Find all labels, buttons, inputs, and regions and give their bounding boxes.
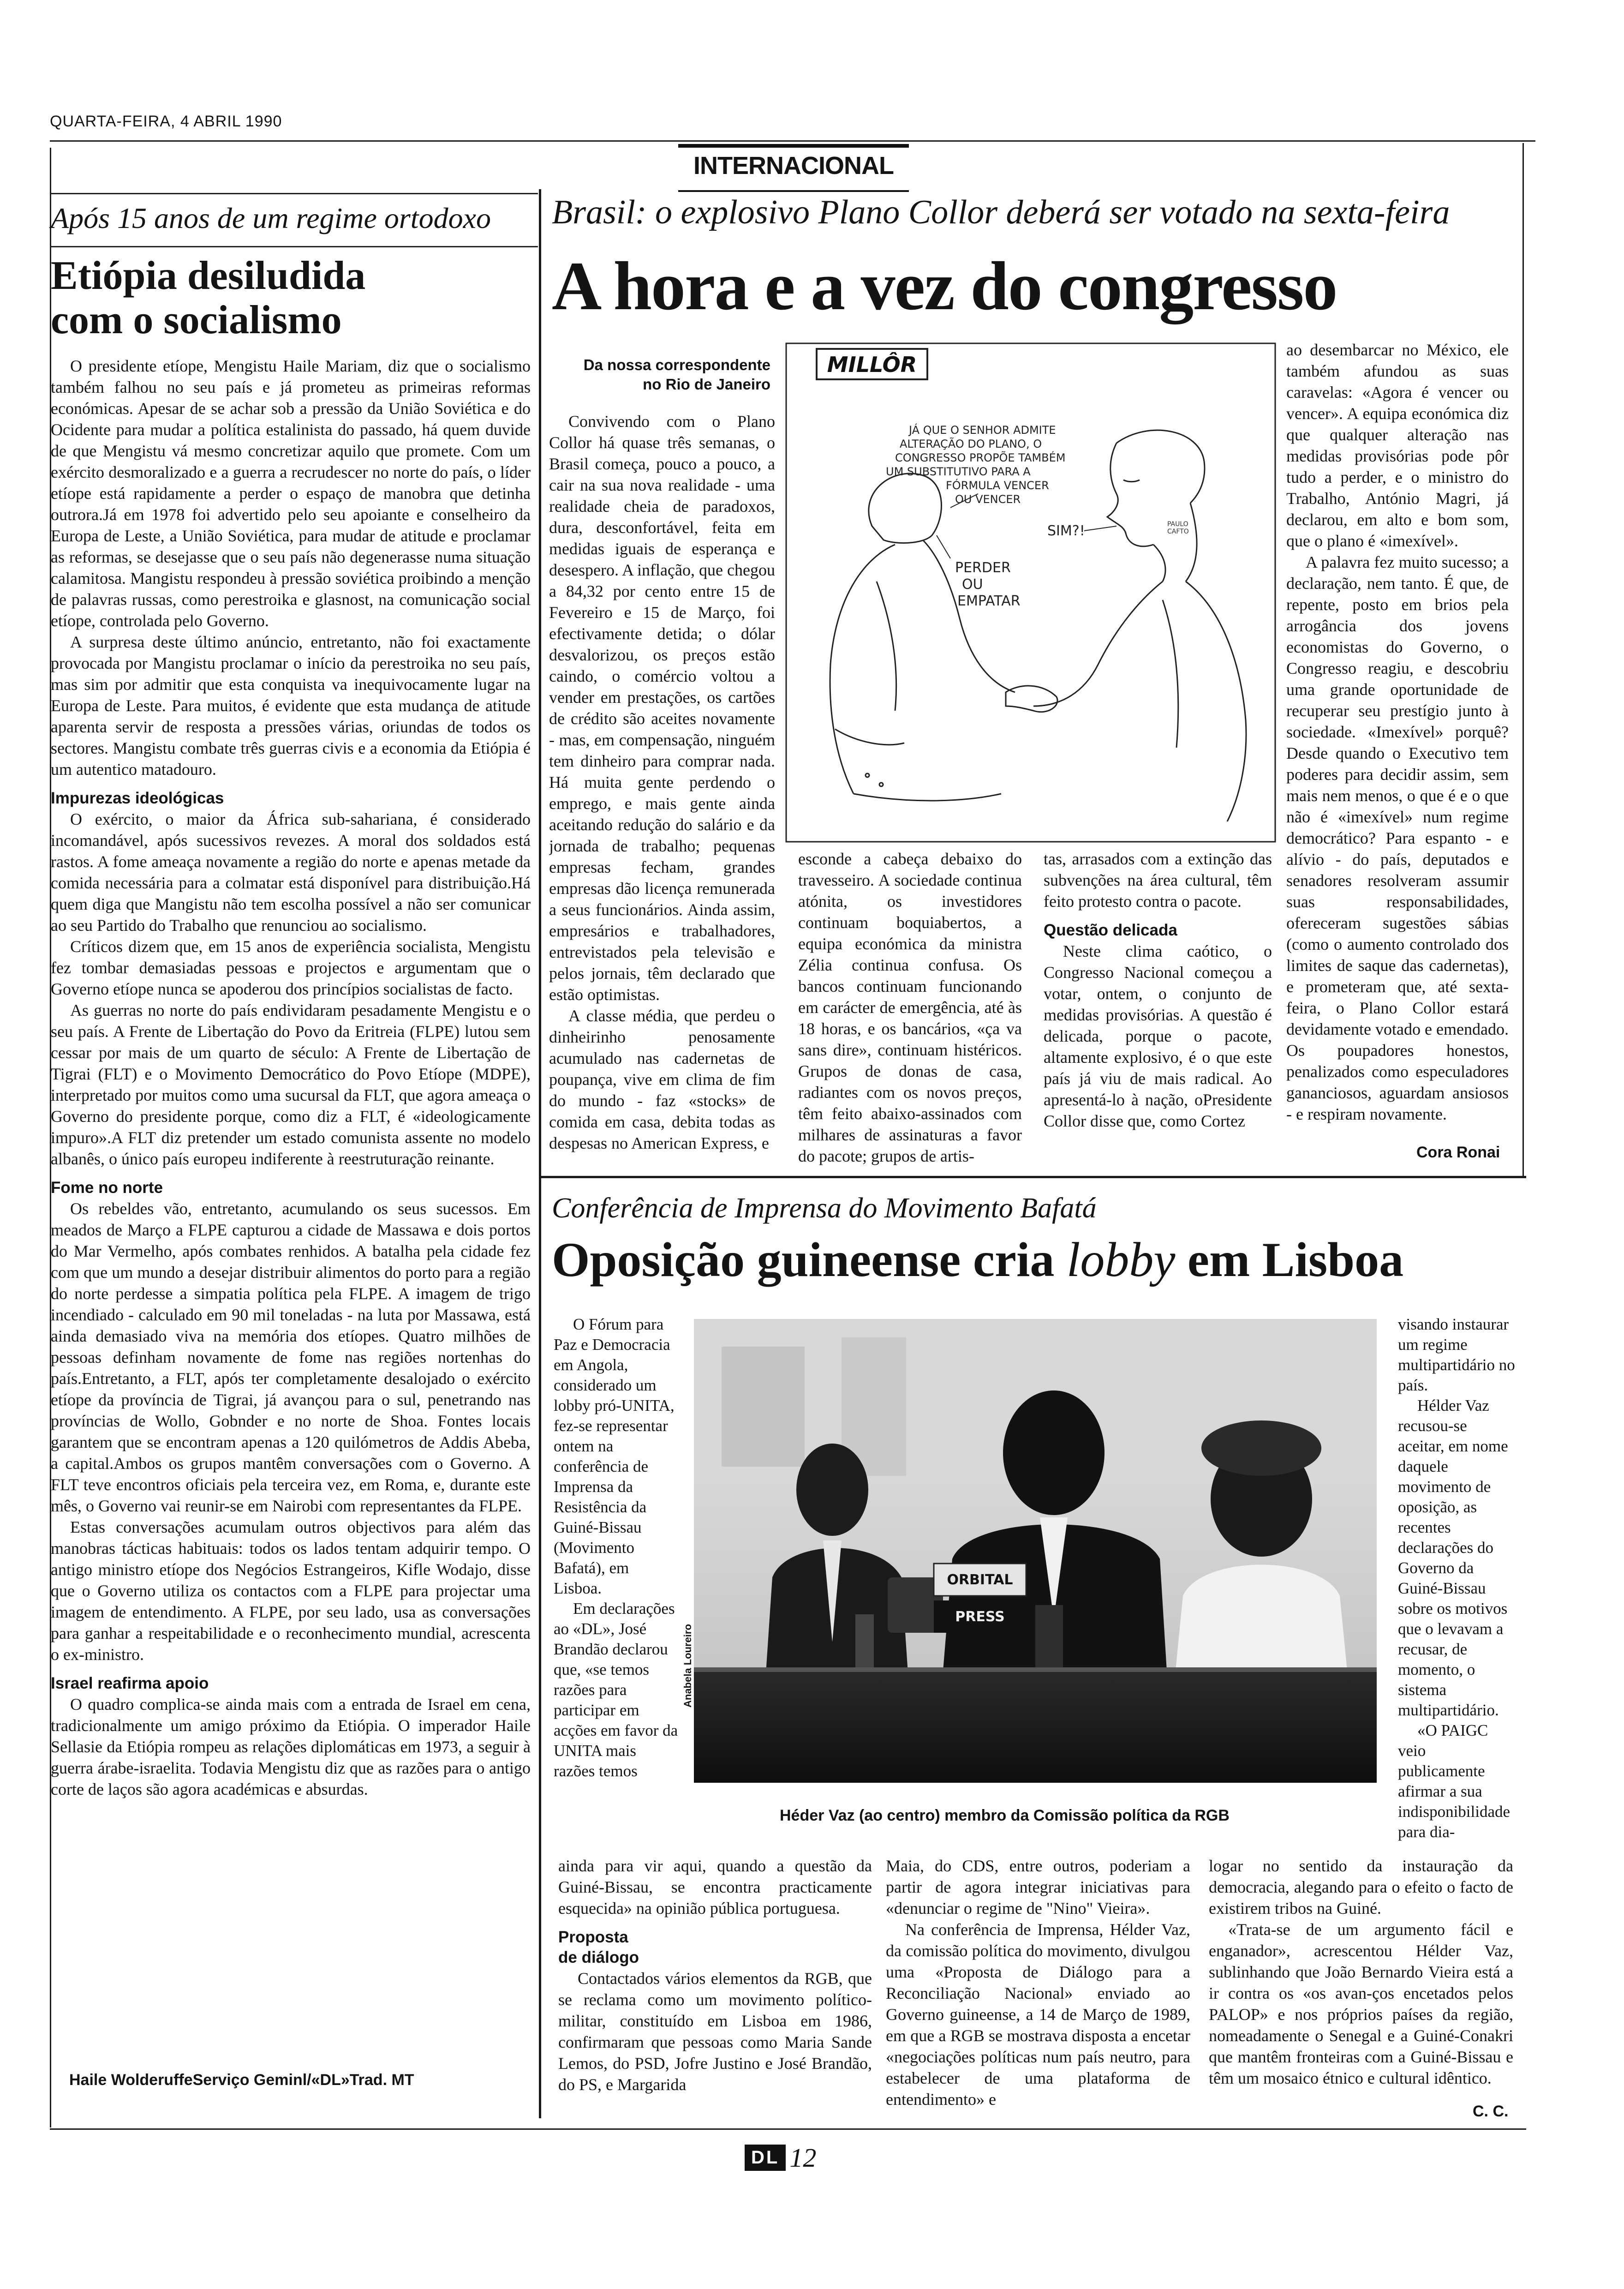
- brasil-paragraph: A palavra fez muito sucesso; a declaração, nem tanto. É que, de repente, posto em brios pela arrogância dos jovens economistas do Governo, o Congresso reagiu, e descobriu uma grande oportunidade de recuperar seu prestígio junto à sociedade. «Imexível» porquê? Desde quando o Executivo tem poderes para decidir assim, sem mais nem menos, o que é e o que não é «imexível» num regime democrático? Para espanto - e alívio - do país, deputados e senadores resolveram assumir suas responsabilidades, ofereceram sugestões sábias (como o aumento controlado dos limites de saque das cadernetas), e prometeram que, até sexta-feira, o Plano Collor estará devidamente votado e emendado. Os poupadores honestos, penalizados como especuladores gananciosos, aguardam ansiosos - e respiram novamente.: [1286, 553, 1509, 1123]
- guine-paragraph: Na conferência de Imprensa, Hélder Vaz, da comissão política do movimento, divulgou uma «Proposta de Diálogo para a Reconciliação Nacional» enviado ao Governo guineense, a 14 de Março de 1989, em que a RGB se mostrava disposta a encetar «negociações políticas num país neutro, para estabelecer de uma plataforma de entendimento» e: [886, 1920, 1190, 2109]
- cartoon-speech-3: PERDER OU EMPATAR: [955, 560, 1021, 609]
- guine-bottom-col-3: [1209, 1855, 1513, 2104]
- brasil-col-4: [1286, 339, 1509, 1133]
- photo-sign-1: ORBITAL: [947, 1572, 1013, 1588]
- photo-credit: Anabela Loureiro: [682, 1624, 693, 1708]
- cartoon-speech-2: SIM?!: [1047, 523, 1085, 539]
- brasil-guine-divider: [539, 1176, 1526, 1178]
- guine-paragraph: O Fórum para Paz e Democracia em Angola, considerado um lobby pró-UNITA, fez-se representar ontem na conferência de Imprensa da Resistência da Guiné-Bissau (Movimento Bafatá), em Lisboa.: [554, 1315, 675, 1597]
- brasil-col-3: [1044, 848, 1272, 1171]
- brasil-dateline-line-1: Da nossa correspondente: [583, 356, 770, 373]
- guine-paragraph: Hélder Vaz recusou-se aceitar, em nome daquele movimento de oposição, as recentes declarações do Governo da Guiné-Bissau sobre os motivos que o levavam a recusar, de momento, o sistema multipartidário.: [1398, 1396, 1508, 1719]
- ethiopia-paragraph: As guerras no norte do país endividaram pesadamente Mengistu e o seu país. A Frente de Libertação do Povo da Eritreia (FLPE) lutou sem cessar por mais de um quarto de século: A Frente de Libertação de Tigrai (FLT) e o Movimento Democrático do Povo Etíope (MDPE), interpretado por muitos como uma sucursal da FLT, que agora ameaça o Governo do presidente porque, como diz a FLT, é «ideologicamente impuro».A FLT diz pretender um estado comunista assente no modelo albanês, o único país europeu indiferente à reestruturação reinante.: [51, 1001, 531, 1168]
- brasil-paragraph: esconde a cabeça debaixo do travesseiro. A sociedade continua atónita, os investidores continuam boquiabertos, a equipa económica da ministra Zélia continua confusa. Os bancos continuam funcionando em carácter de emergência, até às 18 horas, e os bancários, «ça va sans dire», continuam histéricos. Grupos de donas de casa, radiantes com os novos preços, têm feito abaixo-assinados com milhares de assinaturas a favor do pacote; grupos de artis-: [798, 850, 1022, 1165]
- photo-sign-2: PRESS: [955, 1609, 1005, 1625]
- ethiopia-kicker-box: [50, 193, 538, 247]
- ethiopia-paragraph: A surpresa deste último anúncio, entretanto, não foi exactamente provocada por Mangistu proclamar o início da perestroika no seu país, mas sim por admitir que esta conquista va inequivocamente lugar na Europa de Leste. Para muitos, é evidente que esta mudança de atitude aparenta servir de resposta a pressões várias, oriundas de todos os sectores. Mangistu combate três guerras civis e a economia da Etiópia é um autentico matadouro.: [51, 633, 531, 779]
- ethiopia-subhead: Fome no norte: [51, 1179, 163, 1197]
- ethiopia-paragraph: O quadro complica-se ainda mais com a entrada de Israel em cena, tradicionalmente um amigo próximo da Etiópia. O imperador Haile Sellasie da Etiópia rompeu as relações diplomáticas em 1973, a seguir à guerra árabe-israelita. Todavia Mengistu diz que as razões para o antigo corte de laços são agora académicas e absurdas.: [51, 1695, 531, 1798]
- page-number: 12: [789, 2142, 817, 2173]
- brasil-col-2: [798, 848, 1022, 1171]
- brasil-headline: A hora e a vez do congresso: [552, 248, 1337, 324]
- brasil-kicker: Brasil: o explosivo Plano Collor deberá ser votado na sexta-feira: [552, 193, 1450, 231]
- guine-paragraph: Maia, do CDS, entre outros, poderiam a partir de agora integrar iniciativas para «denunciar o regime de "Nino" Vieira».: [886, 1857, 1190, 1917]
- millor-cartoon: [784, 342, 1278, 845]
- brasil-dateline-line-2: no Rio de Janeiro: [643, 376, 770, 393]
- guine-paragraph: visando instaurar um regime multipartidário no país.: [1398, 1315, 1515, 1394]
- ethiopia-subhead: Israel reafirma apoio: [51, 1674, 209, 1692]
- ethiopia-paragraph: O presidente etíope, Mengistu Haile Mariam, diz que o socialismo também falhou no seu país e já prometeu as primeiras reformas económicas. Apesar de se achar sob a pressão da União Soviética e do Ocidente para mudar a política estalinista do passado, há quem duvide de que Mengistu vá mesmo concretizar aquilo que promete. Com um exército desmoralizado e a guerra a recrudescer no norte do país, o líder etíope está rapidamente a perder o espaço de manobra que detinha outrora.Já em 1978 foi advertido pelo seu apoiante e conselheiro da Europa de Leste, a União Soviética, para mudar de atitude e proclamar as reformas, se desejasse que o seu país não degenerasse numa situação calamitosa. Mangistu respondeu à pressão soviética proibindo a menção de palavras russas, como perestroika e glasnost, na comunicação social etíope, controlada pelo Governo.: [51, 357, 531, 630]
- brasil-col-1: [549, 411, 775, 1172]
- ethiopia-subhead: Impurezas ideológicas: [51, 789, 224, 807]
- guine-paragraph: Em declarações ao «DL», José Brandão declarou que, «se temos razões para participar em acções em favor da UNITA mais razões temos: [554, 1600, 678, 1780]
- guine-paragraph: Contactados vários elementos da RGB, que se reclama como um movimento político-militar, constituído em Lisboa em 1986, confirmaram que pessoas como Maria Sande Lemos, do PSD, Jofre Justino e José Brandão, do PS, e Margarida: [558, 1969, 872, 2094]
- guine-subhead: Proposta de diálogo: [558, 1928, 639, 1966]
- millor-logo: [817, 349, 927, 379]
- page-date: QUARTA-FEIRA, 4 ABRIL 1990: [50, 113, 282, 130]
- guine-headline-lobby: lobby: [1066, 1233, 1176, 1287]
- guine-kicker: Conferência de Imprensa do Movimento Bafatá: [552, 1192, 1097, 1224]
- ethiopia-body: [51, 355, 531, 2123]
- cartoon-speech-1: JÁ QUE O SENHOR ADMITE ALTERAÇÃO DO PLANO, O CONGRESSO PROPÕE TAMBÉM UM SUBSTITUTIVO PARA A FÓRMULA VENCER OU VENCER: [886, 424, 1066, 506]
- guine-paragraph: «O PAIGC veio publicamente afirmar a sua indisponibilidade para dia-: [1398, 1721, 1511, 1841]
- right-frame-rule: [1522, 143, 1524, 1177]
- guine-bottom-col-2: [886, 1855, 1190, 2114]
- ethiopia-kicker: Após 15 anos de um regime ortodoxo: [51, 202, 491, 234]
- bottom-frame-rule: [50, 2128, 1526, 2130]
- header-rule: [50, 140, 1535, 142]
- ethiopia-paragraph: Críticos dizem que, em 15 anos de experiência socialista, Mengistu fez tombar demasiadas pessoas e projectos e argumentam que o Governo etíope nunca se apoderou dos princípios socialistas de facto.: [51, 937, 531, 998]
- ethiopia-headline-line-1: Etiópia desiludida: [51, 253, 366, 298]
- brasil-signature: Cora Ronai: [1416, 1144, 1500, 1161]
- brasil-paragraph: Convivendo com o Plano Collor há quase três semanas, o Brasil começa, pouco a pouco, a cair na sua nova realidade - uma realidade cheia de paradoxos, dura, desconfortável, feita em medidas iguais de esperança e desespero. A inflação, que chegou a 84,32 por cento entre 15 de Fevereiro e 15 de Março, foi efectivamente detida; o dólar desvalorizou, os preços estão caindo, o comércio voltou a vender em prestações, os cartões de crédito são aceites novamente - mas, em compensação, ninguém tem dinheiro para comprar nada. Há muita gente perdendo o emprego, e mais gente ainda aceitando redução do salário e da jornada de trabalho; pequenas empresas fecham, grandes empresas dão licença remunerada a seus funcionários. Ainda assim, empresários e trabalhadores, entrevistados pela televisão e pelos jornais, têm declarado que estão optimistas.: [549, 412, 775, 1004]
- brasil-paragraph: tas, arrasados com a extinção das subvenções na área cultural, têm feito protesto contra o pacote.: [1044, 850, 1272, 911]
- brasil-paragraph: Neste clima caótico, o Congresso Nacional começou a votar, ontem, o conjunto de medidas provisórias. A questão é delicada, porque o pacote, altamente explosivo, é o que este país já viu de mais radical. Ao apresentá-lo à nação, oPresidente Collor disse que, como Cortez: [1044, 942, 1272, 1130]
- photo-caption: Héder Vaz (ao centro) membro da Comissão política da RGB: [780, 1807, 1230, 1824]
- cartoon-drawing: [784, 342, 1278, 845]
- ethiopia-paragraph: Os rebeldes vão, entretanto, acumulando os seus sucessos. Em meados de Março a FLPE capturou a cidade de Massawa e dois portos do Mar Vermelho, após combates renhidos. A batalha pela cidade fez com que um mundo a desejar distribuir alimentos do porto para a região do norte perdesse a simpatia política pela FLPE. A imagem de trigo incendiado - calculado em 90 mil toneladas - na luta por Massawa, está ainda demasiado viva na memória dos etíopes. Quatro milhões de pessoas definham novamente de fome nas regiões nortenhas do país.Entretanto, a FLT, após ter completamente desalojado o exército etíope da província de Tigrai, já avançou para o sul, penetrando nas províncias de Wollo, Gobnder e no norte de Shoa. Fontes locais garantem que se encontram apenas a 120 quilómetros de Addis Abeba, a capital.Ambos os grupos mantêm conversações com o Governo. A FLT teve encontros oficiais pela terceira vez, em Roma, e, durante este mês, o Governo vai reunir-se em Nairobi com representantes da FLPE.: [51, 1199, 531, 1515]
- brasil-paragraph: A classe média, que perdeu o dinheirinho penosamente acumulado nas cadernetas de poupança, vive em clima de fim do mundo - faz «stocks» de comida em casa, debita todas as despesas no American Express, e: [549, 1007, 775, 1152]
- ethiopia-headline-line-2: com o socialismo: [51, 298, 342, 342]
- guine-signature: C. C.: [1473, 2103, 1509, 2120]
- guine-headline-part-2: em Lisboa: [1175, 1233, 1404, 1287]
- guine-paragraph: logar no sentido da instauração da democracia, alegando para o efeito o facto de existirem tribos na Guiné.: [1209, 1857, 1513, 1917]
- ethiopia-paragraph: O exército, o maior da África sub-sahariana, é considerado incomandável, após sucessivos revezes. A moral dos soldados está rastos. A fome ameaça novamente a região do norte e apenas metade da comida necessária para a colmatar está disponível para distribuição.Há quem diga que Mangistu não tem escolha possível a não ser comunicar ao seu Partido do Trabalho que renunciou ao socialismo.: [51, 810, 531, 935]
- ethiopia-paragraph: Estas conversações acumulam outros objectivos para além das manobras tácticas habituais: todos os lados tentam adquirir tempo. O antigo ministro etíope dos Negócios Estrangeiros, Kifle Wodajo, disse que o Governo utiliza os contactos com a FLPE para projectar uma imagem de entendimento. A FLPE, por seu lado, usa as conversações para ganhar a respeitabilidade e o reconhecimento mundial, acrescenta o ex-ministro.: [51, 1518, 531, 1664]
- guine-paragraph: ainda para vir aqui, quando a questão da Guiné-Bissau, se encontra practicamente esquecida» na opinião pública portuguesa.: [558, 1857, 872, 1917]
- svg-text:CAFTO: CAFTO: [1167, 528, 1189, 535]
- guine-headline-part-1: Oposição guineense cria: [552, 1233, 1067, 1287]
- section-tag-box: [678, 144, 909, 192]
- guine-bottom-col-1: [558, 1855, 872, 2114]
- column-divider-main: [539, 189, 541, 2118]
- guine-headline: [552, 1232, 1403, 1288]
- ethiopia-headline: [51, 254, 535, 342]
- photo-image: [694, 1319, 1377, 1783]
- conference-photo: [694, 1319, 1377, 1783]
- cartoon-tag: PAULO: [1167, 521, 1188, 528]
- brasil-dateline: [549, 355, 770, 394]
- brasil-subhead: Questão delicada: [1044, 921, 1177, 939]
- page-folio: [745, 2141, 816, 2174]
- section-tag: INTERNACIONAL: [693, 152, 894, 180]
- guine-left-col: [554, 1314, 681, 1847]
- guine-paragraph: «Trata-se de um argumento fácil e enganador», acrescentou Hélder Vaz, sublinhando que João Bernardo Vieira está a ir contra os «os avan-ços encetados pelos PALOP» e nos próprios países da região, nomeadamente o Senegal e a Guiné-Conakri que mantêm fronteiras com a Guiné-Bissau e têm um mosaico étnico e cultural idêntico.: [1209, 1920, 1513, 2087]
- cartoon-logo-text: MILLÔR: [827, 352, 917, 377]
- ethiopia-byline: Haile WolderuffeServiço Geminl/«DL»Trad. MT: [69, 2071, 414, 2089]
- brasil-paragraph: ao desembarcar no México, ele também afundou as suas caravelas: «Agora é vencer ou vencer». A equipa económica diz que qualquer alteração nas medidas provisórias pode pôr tudo a perder, e o ministro do Trabalho, António Magri, já declarou, em alto e bom som, que o plano é «imexível».: [1286, 341, 1509, 550]
- dl-logo: DL: [745, 2145, 786, 2171]
- guine-right-col: [1398, 1314, 1516, 1843]
